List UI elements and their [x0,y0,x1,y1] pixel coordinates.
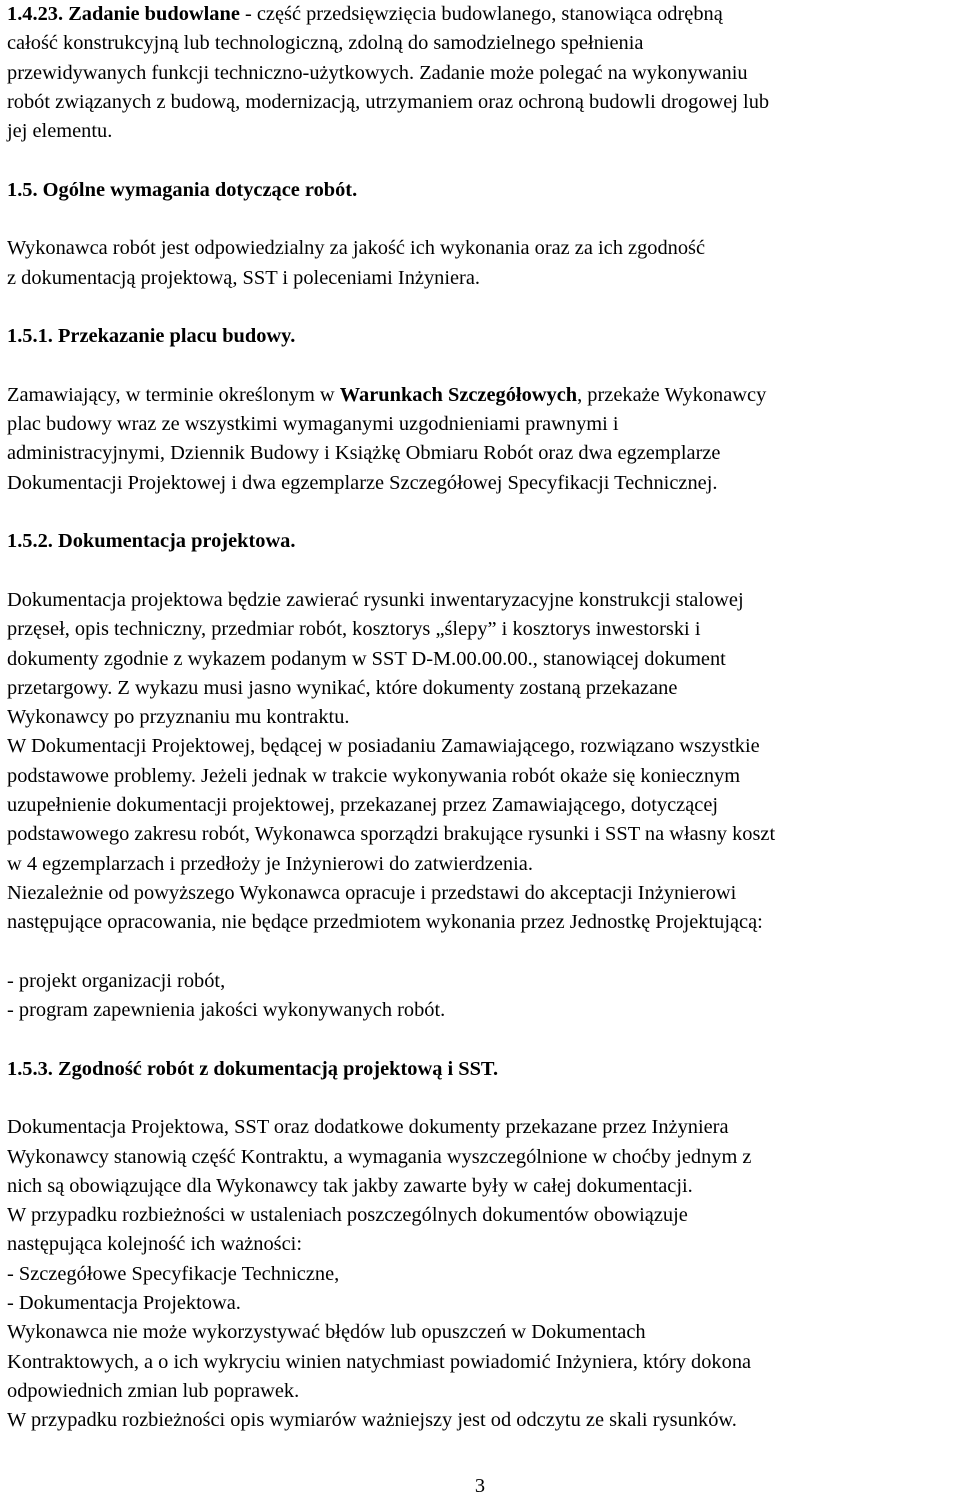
definition-text-line: robót związanych z budową, modernizacją, utrzymaniem oraz ochroną budowli drogowej lub [7,90,770,113]
paragraph-line: administracyjnymi, Dziennik Budowy i Książkę Obmiaru Robót oraz dwa egzemplarze [7,442,721,465]
section-1-5-2-paragraph [7,586,960,938]
paragraph-line: podstawowe problemy. Jeżeli jednak w trakcie wykonywania robót okaże się koniecznym [7,764,741,787]
paragraph-line: odpowiednich zmian lub poprawek. [7,1379,300,1402]
paragraph-line: W Dokumentacji Projektowej, będącej w posiadaniu Zamawiającego, rozwiązano wszystkie [7,735,760,758]
section-1-5-paragraph [7,234,960,293]
definition-text-line: jej elementu. [7,120,113,143]
definition-number: 1.4.23. [7,3,64,25]
list-item: - Dokumentacja Projektowa. [7,1292,241,1315]
paragraph-line: przetargowy. Z wykazu musi jasno wynikać, które dokumenty zostaną przekazane [7,676,678,699]
paragraph-text: , przekaże Wykonawcy [577,383,767,406]
list-item: - Szczegółowe Specyfikacje Techniczne, [7,1262,340,1285]
paragraph-line: plac budowy wraz ze wszystkimi wymaganymi uzgodnieniami prawnymi i [7,413,619,436]
paragraph-line: następująca kolejność ich ważności: [7,1233,302,1256]
paragraph-line: Kontraktowych, a o ich wykryciu winien natychmiast powiadomić Inżyniera, który dokona [7,1350,752,1373]
paragraph-line: Wykonawca nie może wykorzystywać błędów lub opuszczeń w Dokumentach [7,1321,646,1344]
paragraph-line: z dokumentacją projektową, SST i poleceniami Inżyniera. [7,266,480,289]
paragraph-text: Zamawiający, w terminie określonym w [7,383,340,406]
section-heading-1-5-2: 1.5.2. Dokumentacja projektowa. [7,530,296,553]
paragraph-line: w 4 egzemplarzach i przedłoży je Inżynierowi do zatwierdzenia. [7,852,533,875]
section-1-5-3-paragraph [7,1113,960,1259]
section-heading-1-5-1: 1.5.1. Przekazanie placu budowy. [7,325,296,348]
warunki-szczegolowe-term: Warunkach Szczegółowych [339,383,578,406]
page-number: 3 [474,1475,486,1497]
definition-text-line: całość konstrukcyjną lub technologiczną, zdolną do samodzielnego spełnienia [7,32,644,55]
paragraph-line: W przypadku rozbieżności opis wymiarów ważniejszy jest od odczytu ze skali rysunków. [7,1409,737,1432]
paragraph-line: Dokumentacja Projektowa, SST oraz dodatkowe dokumenty przekazane przez Inżyniera [7,1116,729,1139]
section-1-5-1-paragraph [7,381,960,498]
list-item: - program zapewnienia jakości wykonywanych robót. [7,999,446,1022]
paragraph-line: W przypadku rozbieżności w ustaleniach poszczególnych dokumentów obowiązuje [7,1204,688,1227]
document-priority-list [7,1260,960,1319]
list-item: - projekt organizacji robót, [7,969,226,992]
document-page [7,0,960,1436]
section-heading-1-5: 1.5. Ogólne wymagania dotyczące robót. [7,178,358,201]
paragraph-line [7,381,960,410]
paragraph-line: Dokumentacji Projektowej i dwa egzemplarze Szczegółowej Specyfikacji Technicznej. [7,471,718,494]
definition-text-line: przewidywanych funkcji techniczno-użytkowych. Zadanie może polegać na wykonywaniu [7,61,748,84]
definition-term: Zadanie budowlane [68,3,240,25]
paragraph-line: Wykonawcy po przyznaniu mu kontraktu. [7,706,350,729]
paragraph-line: podstawowego zakresu robót, Wykonawca sporządzi brakujące rysunki i SST na własny koszt [7,823,776,846]
paragraph-line: nich są obowiązujące dla Wykonawcy tak jakby zawarte były w całej dokumentacji. [7,1174,693,1197]
paragraph-line: Wykonawcy stanowią część Kontraktu, a wymagania wyszczególnione w choćby jednym z [7,1145,752,1168]
paragraph-line: Dokumentacja projektowa będzie zawierać rysunki inwentaryzacyjne konstrukcji stalowej [7,588,744,611]
paragraph-line: uzupełnienie dokumentacji projektowej, przekazanej przez Zamawiającego, dotyczącej [7,794,719,817]
paragraph-line: następujące opracowania, nie będące przedmiotem wykonania przez Jednostkę Projektującą: [7,911,763,934]
paragraph-line: Wykonawca robót jest odpowiedzialny za jakość ich wykonania oraz za ich zgodność [7,237,706,260]
section-heading-1-5-3: 1.5.3. Zgodność robót z dokumentacją projektową i SST. [7,1057,499,1080]
paragraph-line: Niezależnie od powyższego Wykonawca opracuje i przedstawi do akceptacji Inżynierowi [7,881,737,904]
definition-first-line [7,0,960,29]
section-1-5-3-paragraph-continued [7,1318,960,1435]
definition-text-line: - część przedsięwzięcia budowlanego, stanowiąca odrębną [239,3,723,25]
paragraph-line: przęseł, opis techniczny, przedmiar robót, kosztorys „ślepy” i kosztorys inwestorski i [7,618,701,641]
required-documents-list [7,967,960,1026]
paragraph-line: dokumenty zgodnie z wykazem podanym w SST D-M.00.00.00., stanowiącej dokument [7,647,726,670]
definition-zadanie-budowlane [7,0,960,146]
